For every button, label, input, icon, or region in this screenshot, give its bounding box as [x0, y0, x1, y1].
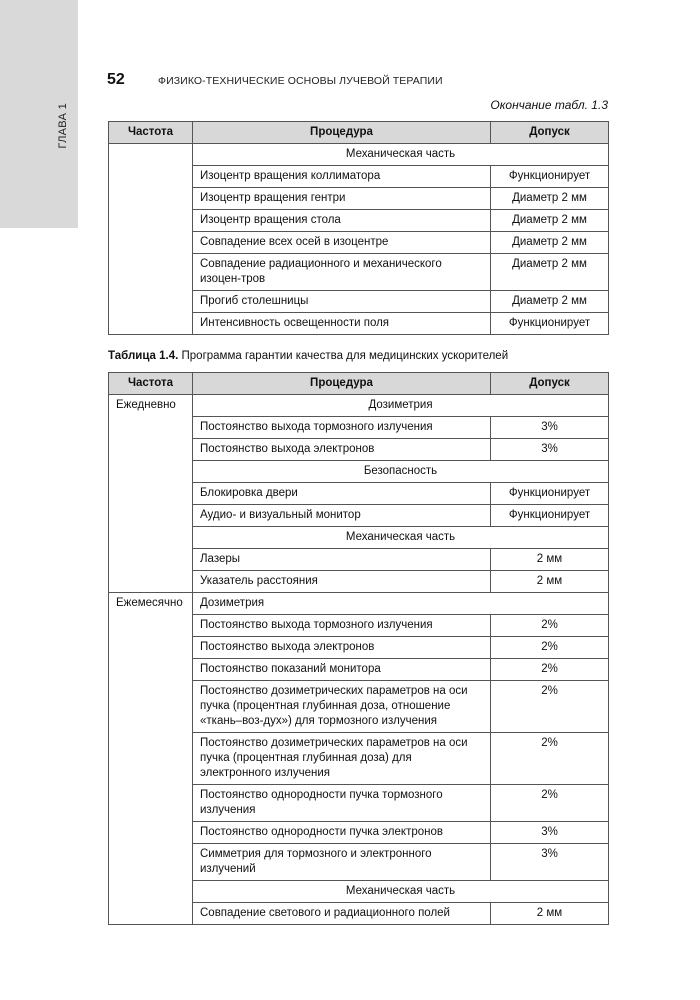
frequency-cell-daily: Ежедневно — [109, 395, 193, 593]
tolerance-cell: 2 мм — [491, 571, 609, 593]
procedure-cell: Прогиб столешницы — [193, 291, 491, 313]
section-title: Дозиметрия — [193, 593, 609, 615]
tolerance-cell: 2% — [491, 659, 609, 681]
chapter-label: ГЛАВА 1 — [57, 103, 69, 149]
table-1-4-caption — [108, 350, 508, 362]
procedure-cell: Изоцентр вращения коллиматора — [193, 166, 491, 188]
procedure-cell: Постоянство дозиметрических параметров на оси пучка (процентная глубинная доза) для электронного излучения — [193, 733, 491, 785]
section-title: Механическая часть — [193, 144, 609, 166]
tolerance-cell: Диаметр 2 мм — [491, 188, 609, 210]
frequency-cell-empty — [109, 144, 193, 335]
tolerance-cell: Диаметр 2 мм — [491, 210, 609, 232]
header-tolerance: Допуск — [491, 373, 609, 395]
page-number: 52 — [107, 71, 125, 88]
header-procedure: Процедура — [193, 373, 491, 395]
tolerance-cell: 3% — [491, 439, 609, 461]
tolerance-cell: 3% — [491, 417, 609, 439]
tolerance-cell: 3% — [491, 844, 609, 881]
procedure-cell: Аудио- и визуальный монитор — [193, 505, 491, 527]
procedure-cell: Совпадение радиационного и механического изоцен-тров — [193, 254, 491, 291]
chapter-side-tab — [0, 0, 78, 228]
section-title: Механическая часть — [193, 881, 609, 903]
header-frequency: Частота — [109, 373, 193, 395]
section-row — [109, 144, 609, 166]
tolerance-cell: 2% — [491, 615, 609, 637]
tolerance-cell: Функционирует — [491, 483, 609, 505]
procedure-cell: Интенсивность освещенности поля — [193, 313, 491, 335]
frequency-cell-monthly: Ежемесячно — [109, 593, 193, 925]
caption-number: Таблица 1.4. — [108, 350, 179, 362]
table-header-row — [109, 373, 609, 395]
procedure-cell: Указатель расстояния — [193, 571, 491, 593]
procedure-cell: Постоянство выхода электронов — [193, 439, 491, 461]
procedure-cell: Постоянство однородности пучка тормозного излучения — [193, 785, 491, 822]
procedure-cell: Постоянство однородности пучка электронов — [193, 822, 491, 844]
table-continuation-label: Окончание табл. 1.3 — [490, 98, 608, 112]
tolerance-cell: Диаметр 2 мм — [491, 254, 609, 291]
procedure-cell: Постоянство показаний монитора — [193, 659, 491, 681]
table-1-3 — [108, 121, 609, 335]
header-tolerance: Допуск — [491, 122, 609, 144]
section-title: Механическая часть — [193, 527, 609, 549]
table-header-row — [109, 122, 609, 144]
tolerance-cell: Функционирует — [491, 505, 609, 527]
tolerance-cell: Диаметр 2 мм — [491, 232, 609, 254]
tolerance-cell: 2 мм — [491, 903, 609, 925]
tolerance-cell: Функционирует — [491, 166, 609, 188]
procedure-cell: Совпадение всех осей в изоцентре — [193, 232, 491, 254]
procedure-cell: Симметрия для тормозного и электронного излучений — [193, 844, 491, 881]
caption-text: Программа гарантии качества для медицинских ускорителей — [181, 350, 509, 362]
procedure-cell: Постоянство дозиметрических параметров на оси пучка (процентная глубинная доза, отношение «ткань–воз-дух») для тормозного излучения — [193, 681, 491, 733]
section-title: Дозиметрия — [193, 395, 609, 417]
procedure-cell: Постоянство выхода электронов — [193, 637, 491, 659]
section-row — [109, 593, 609, 615]
procedure-cell: Постоянство выхода тормозного излучения — [193, 615, 491, 637]
table-1-4 — [108, 372, 609, 925]
running-title: ФИЗИКО-ТЕХНИЧЕСКИЕ ОСНОВЫ ЛУЧЕВОЙ ТЕРАПИИ — [158, 75, 443, 87]
procedure-cell: Изоцентр вращения гентри — [193, 188, 491, 210]
section-title: Безопасность — [193, 461, 609, 483]
procedure-cell: Изоцентр вращения стола — [193, 210, 491, 232]
header-frequency: Частота — [109, 122, 193, 144]
procedure-cell: Совпадение светового и радиационного полей — [193, 903, 491, 925]
header-procedure: Процедура — [193, 122, 491, 144]
tolerance-cell: 2 мм — [491, 549, 609, 571]
procedure-cell: Блокировка двери — [193, 483, 491, 505]
tolerance-cell: 2% — [491, 733, 609, 785]
procedure-cell: Постоянство выхода тормозного излучения — [193, 417, 491, 439]
tolerance-cell: Диаметр 2 мм — [491, 291, 609, 313]
tolerance-cell: 2% — [491, 785, 609, 822]
section-row — [109, 395, 609, 417]
tolerance-cell: Функционирует — [491, 313, 609, 335]
tolerance-cell: 2% — [491, 681, 609, 733]
procedure-cell: Лазеры — [193, 549, 491, 571]
tolerance-cell: 3% — [491, 822, 609, 844]
tolerance-cell: 2% — [491, 637, 609, 659]
